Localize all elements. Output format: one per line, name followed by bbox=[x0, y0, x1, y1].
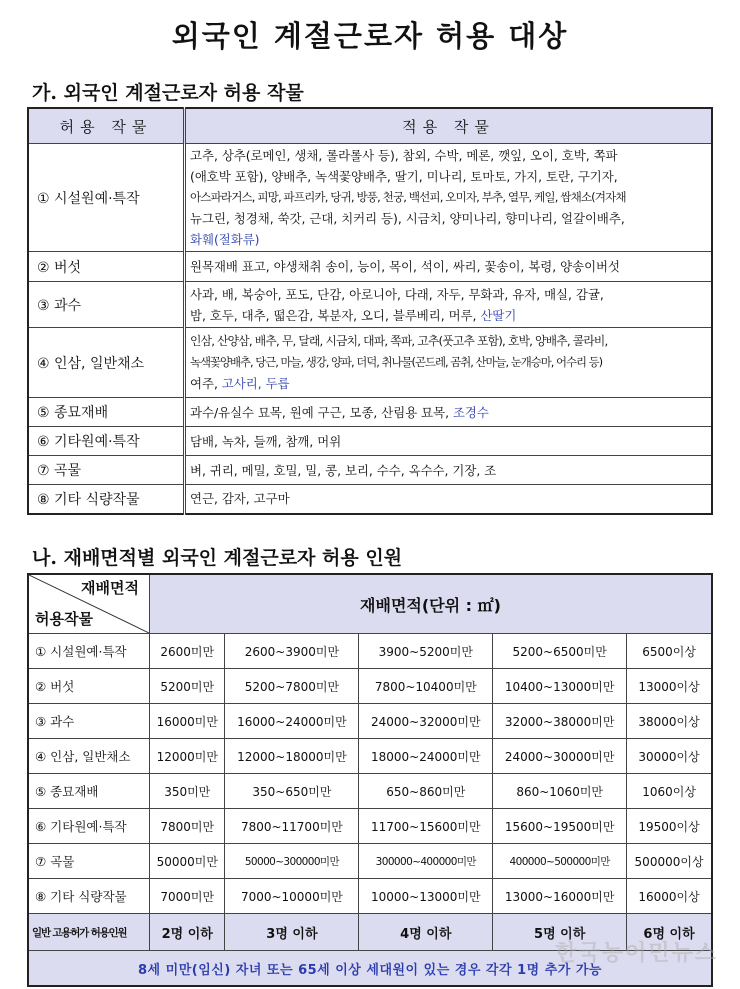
page-title: 외국인 계절근로자 허용 대상 bbox=[171, 19, 569, 53]
area-cell: 24000~32000미만 bbox=[359, 704, 493, 739]
area-cell: 12000미만 bbox=[150, 739, 225, 774]
area-cell: 16000~24000미만 bbox=[225, 704, 359, 739]
workforce-table bbox=[27, 573, 713, 987]
area-cell: 2600~3900미만 bbox=[225, 634, 359, 669]
crop-list: 담배, 녹차, 들깨, 참깨, 머위 bbox=[185, 427, 713, 456]
row-label: ④ 인삼, 일반채소 bbox=[28, 739, 150, 774]
crop-category: ⑧ 기타 식량작물 bbox=[28, 485, 185, 514]
row-label: ⑦ 곡물 bbox=[28, 844, 150, 879]
row-label: ③ 과수 bbox=[28, 704, 150, 739]
area-cell: 24000~30000미만 bbox=[493, 739, 627, 774]
area-cell: 32000~38000미만 bbox=[493, 704, 627, 739]
area-cell: 7800~11700미만 bbox=[225, 809, 359, 844]
col-header-applied-crops: 적용 작물 bbox=[185, 108, 713, 144]
area-cell: 650~860미만 bbox=[359, 774, 493, 809]
diag-label-area: 재배면적 bbox=[81, 579, 139, 597]
crop-category: ⑥ 기타원예·특작 bbox=[28, 427, 185, 456]
area-cell: 10000~13000미만 bbox=[359, 879, 493, 914]
allowed-workers-cell: 5명 이하 bbox=[493, 914, 627, 951]
area-cell: 2600미만 bbox=[150, 634, 225, 669]
area-cell: 7800~10400미만 bbox=[359, 669, 493, 704]
area-cell: 400000~500000미만 bbox=[493, 844, 627, 879]
area-cell: 5200미만 bbox=[150, 669, 225, 704]
area-cell: 38000이상 bbox=[627, 704, 712, 739]
area-cell: 350~650미만 bbox=[225, 774, 359, 809]
area-cell: 30000이상 bbox=[627, 739, 712, 774]
crop-category: ⑦ 곡물 bbox=[28, 456, 185, 485]
crop-list: 연근, 감자, 고구마 bbox=[185, 485, 713, 514]
section-b-heading: 나. 재배면적별 외국인 계절근로자 허용 인원 bbox=[32, 547, 403, 569]
row-label: ⑧ 기타 식량작물 bbox=[28, 879, 150, 914]
allowed-workers-cell: 3명 이하 bbox=[225, 914, 359, 951]
allowed-workers-label: 일반 고용허가 허용인원 bbox=[28, 914, 150, 951]
area-cell: 350미만 bbox=[150, 774, 225, 809]
allowed-workers-cell: 6명 이하 bbox=[627, 914, 712, 951]
crop-list: 과수/유실수 묘목, 원예 구근, 모종, 산림용 묘목, 조경수 bbox=[185, 398, 713, 427]
row-label: ⑥ 기타원예·특작 bbox=[28, 809, 150, 844]
crop-category: ④ 인삼, 일반채소 bbox=[28, 328, 185, 398]
area-cell: 5200~7800미만 bbox=[225, 669, 359, 704]
area-cell: 13000이상 bbox=[627, 669, 712, 704]
watermark: 한국농어민뉴스 bbox=[555, 941, 718, 966]
area-cell: 19500이상 bbox=[627, 809, 712, 844]
area-cell: 16000이상 bbox=[627, 879, 712, 914]
crop-list: 인삼, 산양삼, 배추, 무, 달래, 시금치, 대파, 쪽파, 고추(풋고추 포함), 호박, 양배추, 콜라비, 녹색꽃양배추, 당근, 마늘, 생강, 양파, 더덕, 취나물(곤드레, 곰취, 산마늘, 눈개승마, 어수리 등) 여주, 고사리, 두릅 bbox=[185, 328, 713, 398]
additional-note: 8세 미만(임신) 자녀 또는 65세 이상 세대원이 있는 경우 각각 1명 추가 가능 bbox=[28, 951, 712, 987]
area-cell: 16000미만 bbox=[150, 704, 225, 739]
area-cell: 18000~24000미만 bbox=[359, 739, 493, 774]
crop-category: ③ 과수 bbox=[28, 282, 185, 328]
crop-list: 고추, 상추(로메인, 생채, 롤라롤사 등), 참외, 수박, 메론, 깻잎, 오이, 호박, 쪽파 (애호박 포함), 양배추, 녹색꽃양배추, 딸기, 미나리, 토마토, 가지, 토란, 구기자, 아스파라거스, 피망, 파프리카, 당귀, 방풍, 천궁, 백선피, 오미자, 부추, 열무, 케일, 쌈채소(겨자채 뉴그린, 청경채, 쑥갓, 근대, 치커리 등), 시금치, 양미나리, 향미나리, 얼갈이배추, 화훼(절화류) bbox=[185, 144, 713, 252]
area-cell: 15600~19500미만 bbox=[493, 809, 627, 844]
crop-category: ⑤ 종묘재배 bbox=[28, 398, 185, 427]
area-cell: 13000~16000미만 bbox=[493, 879, 627, 914]
area-cell: 10400~13000미만 bbox=[493, 669, 627, 704]
area-cell: 3900~5200미만 bbox=[359, 634, 493, 669]
crop-list: 벼, 귀리, 메밀, 호밀, 밀, 콩, 보리, 수수, 옥수수, 기장, 조 bbox=[185, 456, 713, 485]
col-header-allowed-crops: 허용 작물 bbox=[28, 108, 185, 144]
area-cell: 50000~300000미만 bbox=[225, 844, 359, 879]
area-cell: 7800미만 bbox=[150, 809, 225, 844]
crop-list: 원목재배 표고, 야생채취 송이, 능이, 목이, 석이, 싸리, 꽃송이, 복령, 양송이버섯 bbox=[185, 252, 713, 282]
crop-category: ② 버섯 bbox=[28, 252, 185, 282]
crop-list: 사과, 배, 복숭아, 포도, 단감, 아로니아, 다래, 자두, 무화과, 유자, 매실, 감귤, 밤, 호두, 대추, 떫은감, 복분자, 오디, 블루베리, 머루, 산딸기 bbox=[185, 282, 713, 328]
area-cell: 860~1060미만 bbox=[493, 774, 627, 809]
area-cell: 500000이상 bbox=[627, 844, 712, 879]
area-cell: 5200~6500미만 bbox=[493, 634, 627, 669]
section-a-heading: 가. 외국인 계절근로자 허용 작물 bbox=[32, 82, 304, 104]
allowed-workers-cell: 4명 이하 bbox=[359, 914, 493, 951]
area-cell: 12000~18000미만 bbox=[225, 739, 359, 774]
crop-table bbox=[27, 107, 713, 515]
allowed-workers-cell: 2명 이하 bbox=[150, 914, 225, 951]
row-label: ② 버섯 bbox=[28, 669, 150, 704]
diag-label-crops: 허용작물 bbox=[35, 610, 93, 628]
area-cell: 6500이상 bbox=[627, 634, 712, 669]
area-cell: 1060이상 bbox=[627, 774, 712, 809]
area-unit-header: 재배면적(단위 : ㎡) bbox=[150, 574, 713, 634]
row-label: ⑤ 종묘재배 bbox=[28, 774, 150, 809]
crop-category: ① 시설원예·특작 bbox=[28, 144, 185, 252]
area-cell: 7000~10000미만 bbox=[225, 879, 359, 914]
area-cell: 7000미만 bbox=[150, 879, 225, 914]
area-cell: 300000~400000미만 bbox=[359, 844, 493, 879]
diagonal-header bbox=[28, 574, 150, 634]
area-cell: 50000미만 bbox=[150, 844, 225, 879]
area-cell: 11700~15600미만 bbox=[359, 809, 493, 844]
row-label: ① 시설원예·특작 bbox=[28, 634, 150, 669]
